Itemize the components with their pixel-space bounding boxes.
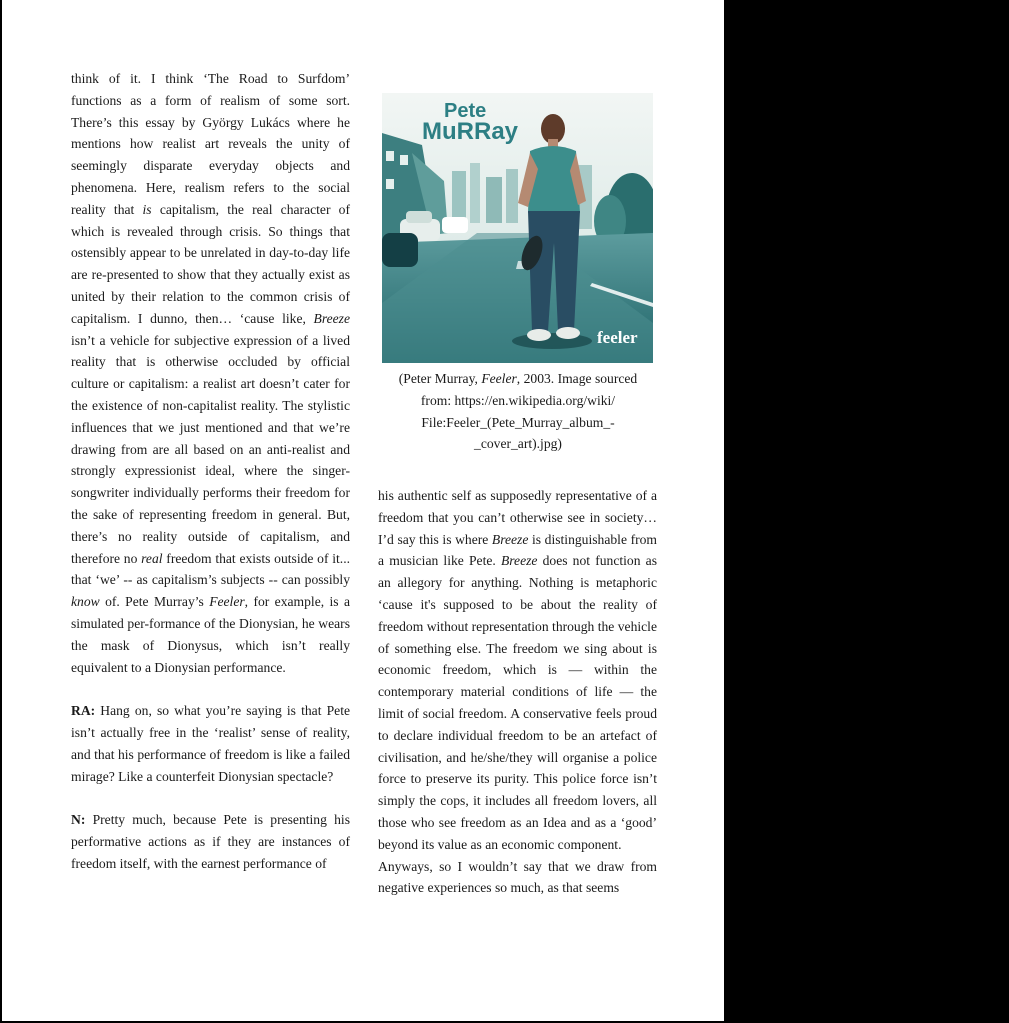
document-page xyxy=(2,0,724,1021)
paragraph: think of it. I think ‘The Road to Surfdom’ functions as a form of realism of some sort. There’s this essay by György Lukács where he mentions how realist art reveals the unity of seemingly disparate everyday objects and phenomena. Here, realism refers to the social reality that is capitalism, the real character of which is revealed through crisis. So things that ostensibly appear to be unrelated in day-to-day life are re-presented to show that they actually exist as united by their relation to the common crisis of capitalism. I dunno, then… ‘cause like, Breeze isn’t a vehicle for subjective expression of a lived reality that is otherwise occluded by official culture or capitalism: a realist art doesn’t cater for the existence of non-capitalist reality. The stylistic influences that we just mentioned and that we’re drawing from are all based on an anti-realist and strongly expressionist ideal, where the singer-songwriter individually performs their freedom for the sake of representing freedom in general. But, there’s no reality outside of capitalism, and therefore no real freedom that exists outside of it... that ‘we’ -- as capitalism’s subjects -- can possibly know of. Pete Murray’s Feeler, for example, is a simulated per-formance of the Dionysian, he wears the mask of Dionysus, which isn’t really equivalent to a Dionysian performance. xyxy=(71,71,351,675)
cover-album-title: feeler xyxy=(597,328,638,347)
cover-artist-name-line2: MuRRay xyxy=(422,118,519,145)
interview-question: RA: Hang on, so what you’re saying is that Pete isn’t actually free in the ‘realist’ sense of reality, and that his performance of freedom is like a failed mirage? Like a counterfeit Dionysian spectacle? xyxy=(71,703,350,784)
speaker-label: N: xyxy=(71,812,86,828)
figure-caption: (Peter Murray, Feeler, 2003. Image sourced from: https://en.wikipedia.org/wiki/ File:Feeler_(Pete_Murray_album_-_cover_art).jpg) xyxy=(398,371,638,452)
paragraph: his authentic self as supposedly representative of a freedom that you can’t otherwise see in society… I’d say this is where Breeze is distinguishable from a musician like Pete. Breeze does not function as an allegory for anything. Nothing is metaphoric ‘cause it's supposed to be about the reality of freedom without representation through the vehicle of something else. The freedom we sing about is economic freedom, which is — within the contemporary material conditions of life — the limit of social freedom. A conservative feels proud to declare individual freedom to be an artefact of civilisation, and he/she/they will organise a police force to preserve its purity. This police force isn’t simply the cops, it includes all freedom lovers, all those who see freedom as an Idea and as a ‘good’ beyond its value as an economic component. xyxy=(378,488,657,852)
paragraph: Anyways, so I wouldn’t say that we draw from negative experiences so much, as that seems xyxy=(378,858,657,896)
cover-artist-name-line1: Pete xyxy=(444,100,487,122)
right-column xyxy=(378,485,657,899)
album-cover-image xyxy=(382,93,653,363)
left-column xyxy=(71,68,350,874)
album-figure xyxy=(382,93,654,455)
speaker-label: RA: xyxy=(71,703,96,719)
interview-answer: N: Pretty much, because Pete is presenting his performative actions as if they are instances of freedom itself, with the earnest performance of xyxy=(71,812,350,871)
